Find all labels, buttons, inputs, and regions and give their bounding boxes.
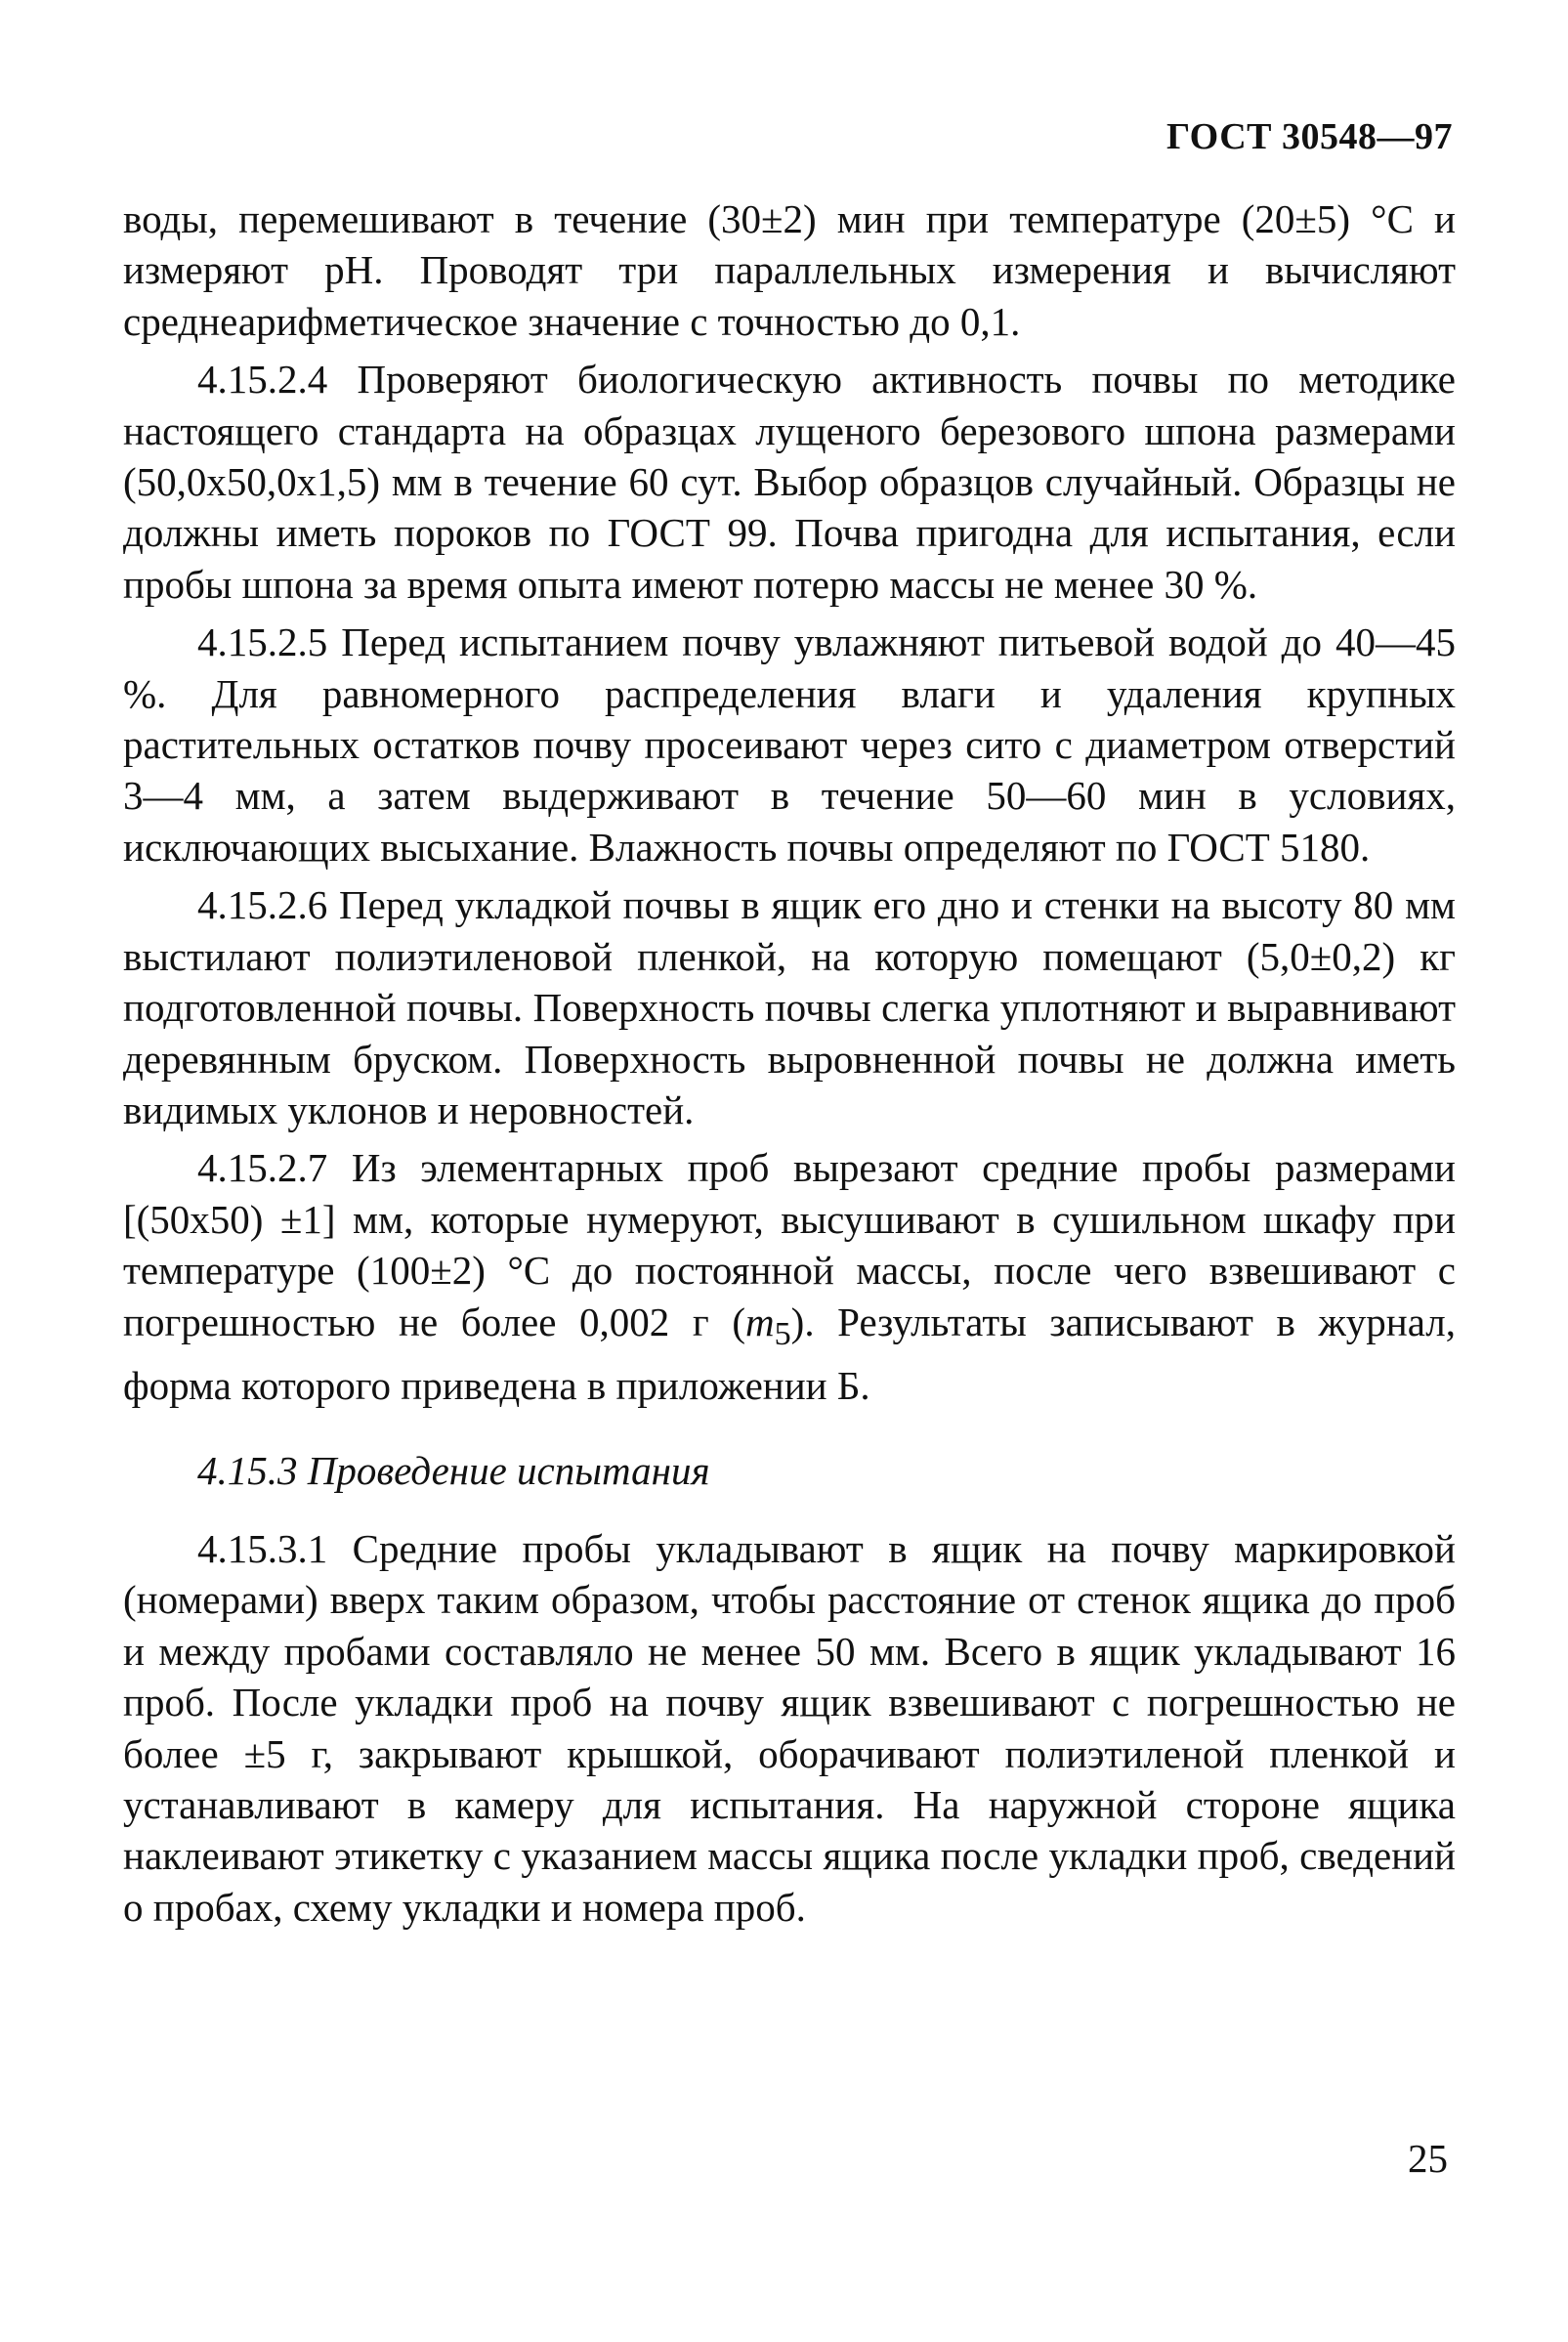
page-number: 25 (1408, 2136, 1448, 2181)
paragraph-4-15-2-7 (123, 1142, 1456, 1411)
page-body (123, 193, 1456, 1933)
paragraph-4-15-3-1: 4.15.3.1 Средние пробы укладывают в ящик на почву маркировкой (номерами) вверх таким образом, чтобы расстояние от стенок ящика до проб и между пробами составляло не менее 50 мм. Всего в ящик укладывают 16 проб. После укладки проб на почву ящик взвешивают с погрешностью не более ±5 г, закрывают крышкой, оборачивают полиэтиленой пленкой и устанавливают в камеру для испытания. На наружной стороне ящика наклеивают этикетку с указанием массы ящика после укладки проб, сведений о пробах, схему укладки и номера проб. (123, 1525, 1456, 1930)
paragraph-4-15-2-4: 4.15.2.4 Проверяют биологическую активность почвы по методике настоящего стандарта на образцах лущеного березового шпона размерами (50,0x50,0x1,5) мм в течение 60 сут. Выбор образцов случайный. Образцы не должны иметь пороков по ГОСТ 99. Почва пригодна для испытания, если пробы шпона за время опыта имеют потерю массы не менее 30 %. (123, 357, 1456, 607)
mass-variable: m (744, 1299, 775, 1344)
paragraph-continuation: воды, перемешивают в течение (30±2) мин при температуре (20±5) °С и измеряют pH. Проводят три параллельных измерения и вычисляют среднеарифметическое значение с точностью до 0,1. (123, 196, 1456, 344)
document-header: ГОСТ 30548—97 (1165, 116, 1453, 157)
section-heading: 4.15.3 Проведение испытания (197, 1447, 710, 1493)
paragraph-4-15-2-6: 4.15.2.6 Перед укладкой почвы в ящик его дно и стенки на высоту 80 мм выстилают полиэтиленовой пленкой, на которую помещают (5,0±0,2) кг подготовленной почвы. Поверхность почвы слегка уплотняют и выравнивают деревянным бруском. Поверхность выровненной почвы не должна иметь видимых уклонов и неровностей. (123, 882, 1456, 1132)
paragraph-4-15-2-7-text-end: ). Результаты записывают в журнал, форма которого приведена в приложении Б. (123, 1299, 1456, 1409)
paragraph-4-15-2-5: 4.15.2.5 Перед испытанием почву увлажняют питьевой водой до 40—45 %. Для равномерного распределения влаги и удаления крупных растительных остатков почву просеивают через сито с диаметром отверстий 3—4 мм, а затем выдерживают в течение 50—60 мин в условиях, исключающих высыхание. Влажность почвы определяют по ГОСТ 5180. (123, 619, 1456, 870)
mass-variable-subscript: 5 (774, 1315, 791, 1352)
paragraph-4-15-2-7-text-start: 4.15.2.7 Из элементарных проб вырезают средние пробы размерами [(50x50) ±1] мм, которые нумеруют, высушивают в сушильном шкафу при температуре (100±2) °С до постоянной массы, после чего взвешивают с погрешностью не более 0,002 г ( (123, 1145, 1456, 1344)
